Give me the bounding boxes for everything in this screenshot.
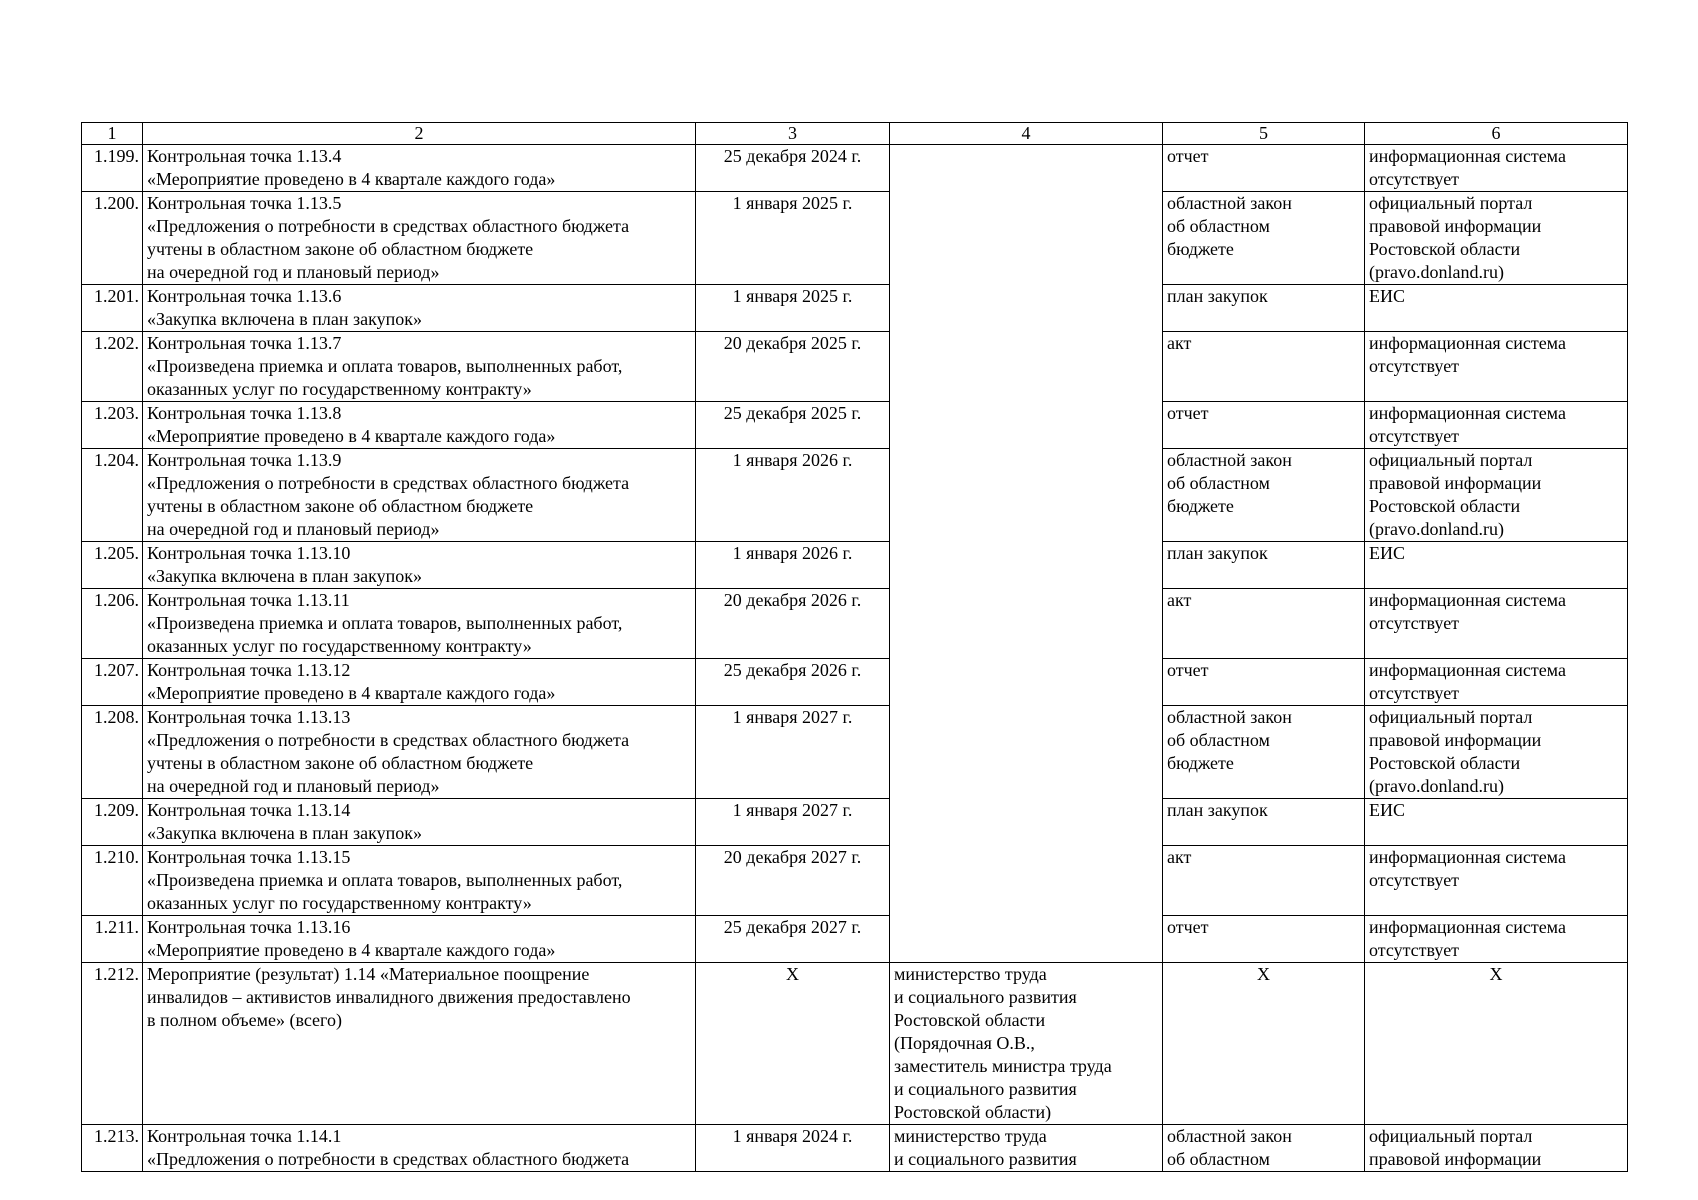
row-date: 1 января 2026 г. xyxy=(696,542,890,589)
table-row xyxy=(82,799,1628,846)
row-document-line: бюджете xyxy=(1167,753,1234,773)
row-number: 1.208. xyxy=(82,706,143,799)
row-document-line: областной закон xyxy=(1167,193,1292,213)
row-document xyxy=(1163,402,1365,449)
row-document-line: бюджете xyxy=(1167,496,1234,516)
row-info-system-line: Ростовской области xyxy=(1369,753,1521,773)
row-document-line: X xyxy=(1257,964,1270,984)
row-number: 1.213. xyxy=(82,1125,143,1172)
row-name-line: оказанных услуг по государственному контракту» xyxy=(147,636,532,656)
table-row xyxy=(82,542,1628,589)
row-date: 1 января 2027 г. xyxy=(696,799,890,846)
row-name-line: Контрольная точка 1.13.10 xyxy=(147,543,351,563)
row-info-system-line: Ростовской области xyxy=(1369,239,1521,259)
row-name-line: «Предложения о потребности в средствах областного бюджета xyxy=(147,216,630,236)
row-info-system xyxy=(1365,285,1628,332)
row-document-line: бюджете xyxy=(1167,239,1234,259)
control-points-table xyxy=(81,122,1628,1172)
header-cell-2: 2 xyxy=(143,123,696,145)
row-name xyxy=(143,1125,696,1172)
row-number: 1.212. xyxy=(82,963,143,1125)
row-info-system xyxy=(1365,332,1628,402)
row-info-system-line: правовой информации xyxy=(1369,216,1542,236)
table-row xyxy=(82,846,1628,916)
table-row xyxy=(82,332,1628,402)
row-document-line: акт xyxy=(1167,333,1192,353)
row-info-system-line: информационная система xyxy=(1369,660,1566,680)
row-info-system-line: отсутствует xyxy=(1369,613,1460,633)
row-document xyxy=(1163,192,1365,285)
row-info-system-line: правовой информации xyxy=(1369,473,1542,493)
row-document xyxy=(1163,659,1365,706)
row-name-line: «Произведена приемка и оплата товаров, выполненных работ, xyxy=(147,613,623,633)
row-responsible-line: (Порядочная О.В., xyxy=(894,1033,1035,1053)
row-info-system xyxy=(1365,402,1628,449)
row-name-line: «Мероприятие проведено в 4 квартале каждого года» xyxy=(147,940,556,960)
row-name-line: «Предложения о потребности в средствах областного бюджета xyxy=(147,1149,630,1169)
row-info-system xyxy=(1365,916,1628,963)
row-info-system-line: отсутствует xyxy=(1369,356,1460,376)
row-document-line: об областном xyxy=(1167,1149,1270,1169)
row-document-line: план закупок xyxy=(1167,800,1268,820)
row-info-system-line: ЕИС xyxy=(1369,543,1405,563)
row-responsible xyxy=(890,1125,1163,1172)
row-name-line: «Предложения о потребности в средствах областного бюджета xyxy=(147,730,630,750)
row-info-system-line: правовой информации xyxy=(1369,1149,1542,1169)
row-document xyxy=(1163,589,1365,659)
row-responsible-line: министерство труда xyxy=(894,964,1047,984)
row-info-system-line: (pravo.donland.ru) xyxy=(1369,262,1504,282)
row-document-line: отчет xyxy=(1167,660,1209,680)
row-date: 20 декабря 2025 г. xyxy=(696,332,890,402)
row-responsible-line: и социального развития xyxy=(894,987,1077,1007)
row-info-system xyxy=(1365,706,1628,799)
row-name xyxy=(143,589,696,659)
row-info-system-line: официальный портал xyxy=(1369,707,1533,727)
row-number: 1.204. xyxy=(82,449,143,542)
row-number: 1.203. xyxy=(82,402,143,449)
row-number: 1.201. xyxy=(82,285,143,332)
row-number: 1.205. xyxy=(82,542,143,589)
table-row xyxy=(82,963,1628,1125)
row-name xyxy=(143,846,696,916)
row-number: 1.207. xyxy=(82,659,143,706)
row-number: 1.206. xyxy=(82,589,143,659)
row-document xyxy=(1163,916,1365,963)
row-info-system xyxy=(1365,145,1628,192)
row-name-line: Контрольная точка 1.13.11 xyxy=(147,590,350,610)
row-number: 1.211. xyxy=(82,916,143,963)
row-name-line: на очередной год и плановый период» xyxy=(147,262,440,282)
row-name-line: на очередной год и плановый период» xyxy=(147,776,440,796)
document-page xyxy=(81,122,1627,1172)
row-name-line: Контрольная точка 1.13.14 xyxy=(147,800,351,820)
row-info-system-line: официальный портал xyxy=(1369,1126,1533,1146)
row-name xyxy=(143,192,696,285)
row-date: 25 декабря 2026 г. xyxy=(696,659,890,706)
row-info-system xyxy=(1365,659,1628,706)
row-name-line: «Закупка включена в план закупок» xyxy=(147,823,422,843)
row-info-system-line: отсутствует xyxy=(1369,169,1460,189)
row-info-system-line: Ростовской области xyxy=(1369,496,1521,516)
row-name-line: Контрольная точка 1.13.9 xyxy=(147,450,342,470)
row-name xyxy=(143,332,696,402)
row-info-system xyxy=(1365,192,1628,285)
header-cell-1: 1 xyxy=(82,123,143,145)
row-document xyxy=(1163,542,1365,589)
row-date: 25 декабря 2024 г. xyxy=(696,145,890,192)
row-info-system-line: X xyxy=(1489,964,1503,984)
row-info-system-line: отсутствует xyxy=(1369,426,1460,446)
table-row xyxy=(82,402,1628,449)
row-responsible-line: Ростовской области) xyxy=(894,1102,1052,1122)
header-cell-3: 3 xyxy=(696,123,890,145)
row-info-system-line: ЕИС xyxy=(1369,800,1405,820)
row-document-line: акт xyxy=(1167,847,1192,867)
row-document xyxy=(1163,332,1365,402)
row-document-line: план закупок xyxy=(1167,543,1268,563)
row-document-line: областной закон xyxy=(1167,707,1292,727)
row-info-system xyxy=(1365,589,1628,659)
row-info-system xyxy=(1365,542,1628,589)
row-name-line: «Предложения о потребности в средствах областного бюджета xyxy=(147,473,630,493)
row-document xyxy=(1163,706,1365,799)
row-info-system-line: официальный портал xyxy=(1369,193,1533,213)
header-cell-5: 5 xyxy=(1163,123,1365,145)
row-name-line: в полном объеме» (всего) xyxy=(147,1010,342,1030)
row-info-system-line: официальный портал xyxy=(1369,450,1533,470)
row-date: 1 января 2026 г. xyxy=(696,449,890,542)
row-date: 20 декабря 2027 г. xyxy=(696,846,890,916)
row-document xyxy=(1163,963,1365,1125)
row-info-system-line: (pravo.donland.ru) xyxy=(1369,519,1504,539)
row-responsible-line: заместитель министра труда xyxy=(894,1056,1112,1076)
row-date: 20 декабря 2026 г. xyxy=(696,589,890,659)
row-name-line: Контрольная точка 1.13.6 xyxy=(147,286,342,306)
row-info-system-line: правовой информации xyxy=(1369,730,1542,750)
row-document-line: областной закон xyxy=(1167,1126,1292,1146)
row-info-system xyxy=(1365,449,1628,542)
row-info-system-line: информационная система xyxy=(1369,403,1566,423)
table-row xyxy=(82,145,1628,192)
row-document xyxy=(1163,285,1365,332)
row-date: 1 января 2025 г. xyxy=(696,192,890,285)
row-name-line: Контрольная точка 1.13.8 xyxy=(147,403,342,423)
row-name-line: «Закупка включена в план закупок» xyxy=(147,566,422,586)
row-date: 1 января 2024 г. xyxy=(696,1125,890,1172)
row-date: 1 января 2025 г. xyxy=(696,285,890,332)
row-name-line: оказанных услуг по государственному контракту» xyxy=(147,893,532,913)
row-info-system-line: отсутствует xyxy=(1369,870,1460,890)
row-name xyxy=(143,542,696,589)
row-info-system-line: информационная система xyxy=(1369,847,1566,867)
row-name-line: оказанных услуг по государственному контракту» xyxy=(147,379,532,399)
table-row xyxy=(82,449,1628,542)
row-name xyxy=(143,145,696,192)
row-document-line: отчет xyxy=(1167,917,1209,937)
table-row xyxy=(82,1125,1628,1172)
row-name-line: учтены в областном законе об областном бюджете xyxy=(147,496,534,516)
row-info-system-line: информационная система xyxy=(1369,590,1566,610)
row-responsible-line: Ростовской области xyxy=(894,1010,1046,1030)
row-document-line: об областном xyxy=(1167,216,1270,236)
row-info-system-line: (pravo.donland.ru) xyxy=(1369,776,1504,796)
row-info-system xyxy=(1365,799,1628,846)
table-header-row xyxy=(82,123,1628,145)
table-row xyxy=(82,192,1628,285)
row-name xyxy=(143,285,696,332)
row-name xyxy=(143,916,696,963)
row-document xyxy=(1163,799,1365,846)
row-name-line: Мероприятие (результат) 1.14 «Материальное поощрение xyxy=(147,964,590,984)
row-document-line: акт xyxy=(1167,590,1192,610)
row-name-line: Контрольная точка 1.13.13 xyxy=(147,707,351,727)
row-number: 1.202. xyxy=(82,332,143,402)
row-document-line: отчет xyxy=(1167,403,1209,423)
row-responsible-line: и социального развития xyxy=(894,1149,1077,1169)
row-info-system-line: информационная система xyxy=(1369,146,1566,166)
row-responsible-line: министерство труда xyxy=(894,1126,1047,1146)
row-name-line: «Мероприятие проведено в 4 квартале каждого года» xyxy=(147,426,556,446)
row-name-line: Контрольная точка 1.14.1 xyxy=(147,1126,342,1146)
row-name-line: Контрольная точка 1.13.5 xyxy=(147,193,342,213)
row-info-system xyxy=(1365,846,1628,916)
row-info-system-line: информационная система xyxy=(1369,917,1566,937)
row-document-line: областной закон xyxy=(1167,450,1292,470)
row-date: X xyxy=(696,963,890,1125)
row-name-line: «Мероприятие проведено в 4 квартале каждого года» xyxy=(147,683,556,703)
row-name xyxy=(143,449,696,542)
table-row xyxy=(82,589,1628,659)
row-document xyxy=(1163,449,1365,542)
row-responsible-line: и социального развития xyxy=(894,1079,1077,1099)
table-row xyxy=(82,285,1628,332)
row-name-line: учтены в областном законе об областном бюджете xyxy=(147,753,534,773)
table-row xyxy=(82,916,1628,963)
row-name-line: «Мероприятие проведено в 4 квартале каждого года» xyxy=(147,169,556,189)
row-document-line: об областном xyxy=(1167,473,1270,493)
row-info-system xyxy=(1365,1125,1628,1172)
table-row xyxy=(82,706,1628,799)
row-date: 1 января 2027 г. xyxy=(696,706,890,799)
row-name-line: Контрольная точка 1.13.16 xyxy=(147,917,351,937)
row-info-system-line: отсутствует xyxy=(1369,940,1460,960)
row-document xyxy=(1163,846,1365,916)
row-name-line: на очередной год и плановый период» xyxy=(147,519,440,539)
row-name-line: Контрольная точка 1.13.12 xyxy=(147,660,351,680)
row-info-system-line: отсутствует xyxy=(1369,683,1460,703)
row-name xyxy=(143,659,696,706)
row-name-line: «Произведена приемка и оплата товаров, выполненных работ, xyxy=(147,870,623,890)
row-document-line: об областном xyxy=(1167,730,1270,750)
row-number: 1.210. xyxy=(82,846,143,916)
row-name-line: «Произведена приемка и оплата товаров, выполненных работ, xyxy=(147,356,623,376)
header-cell-6: 6 xyxy=(1365,123,1628,145)
row-name-line: учтены в областном законе об областном бюджете xyxy=(147,239,534,259)
row-name-line: Контрольная точка 1.13.7 xyxy=(147,333,342,353)
merged-responsible-cell xyxy=(890,145,1163,963)
row-name-line: инвалидов – активистов инвалидного движения предоставлено xyxy=(147,987,631,1007)
row-document-line: отчет xyxy=(1167,146,1209,166)
row-name-line: Контрольная точка 1.13.4 xyxy=(147,146,342,166)
row-date: 25 декабря 2027 г. xyxy=(696,916,890,963)
table-row xyxy=(82,659,1628,706)
row-document-line: план закупок xyxy=(1167,286,1268,306)
row-date: 25 декабря 2025 г. xyxy=(696,402,890,449)
row-number: 1.199. xyxy=(82,145,143,192)
row-document xyxy=(1163,145,1365,192)
row-number: 1.209. xyxy=(82,799,143,846)
row-document xyxy=(1163,1125,1365,1172)
row-name-line: «Закупка включена в план закупок» xyxy=(147,309,422,329)
row-name xyxy=(143,706,696,799)
row-name xyxy=(143,963,696,1125)
row-info-system-line: информационная система xyxy=(1369,333,1566,353)
row-name xyxy=(143,799,696,846)
row-name xyxy=(143,402,696,449)
row-responsible xyxy=(890,963,1163,1125)
row-info-system xyxy=(1365,963,1628,1125)
row-info-system-line: ЕИС xyxy=(1369,286,1405,306)
row-number: 1.200. xyxy=(82,192,143,285)
row-name-line: Контрольная точка 1.13.15 xyxy=(147,847,351,867)
header-cell-4: 4 xyxy=(890,123,1163,145)
